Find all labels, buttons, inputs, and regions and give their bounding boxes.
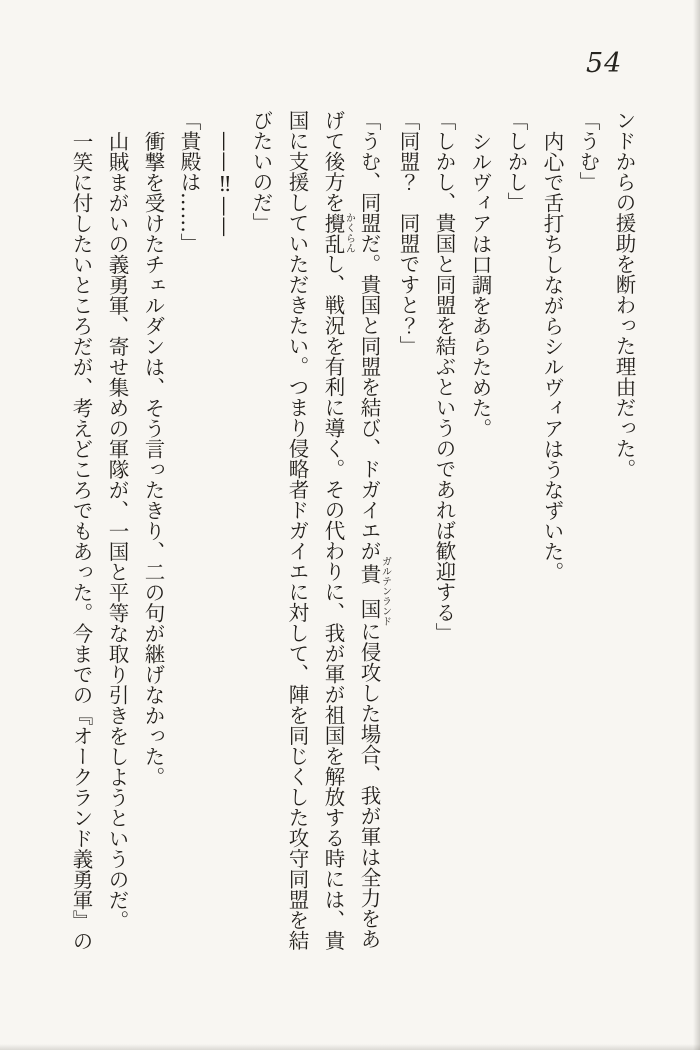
paragraph: 山賊まがいの義勇軍、寄せ集めの軍隊が、一国と平等な取り引きをしようというのだ。 xyxy=(105,130,129,930)
furigana-annotated-text: 貴国ガルテンランド xyxy=(357,556,391,626)
paragraph: 「同盟？ 同盟ですと？」 xyxy=(396,110,420,356)
paragraph: 「うむ、同盟だ。貴国と同盟を結び、ドガイエが貴国ガルテンランドに侵攻した場合、我が軍は全力をあげて後方を攪乱かくらんし、戦況を有利に導く。その代わりに、我が軍が祖国を解放する時には、貴国に支援していただきたい。つまり侵略者ドガイエに対して、陣を同じくした攻守同盟を結びたいのだ」 xyxy=(249,110,391,951)
page-number: 54 xyxy=(586,48,623,79)
paragraph: 内心で舌打ちしながらシルヴィアはうなずいた。 xyxy=(540,130,564,582)
paragraph: シルヴィアは口調をあらためた。 xyxy=(468,130,492,438)
paragraph: 「うむ」 xyxy=(576,110,600,192)
scan-edge-shadow-right xyxy=(693,0,700,1050)
paragraph: ——‼—— xyxy=(213,130,237,237)
paragraph: ンドからの援助を断わった理由だった。 xyxy=(612,110,636,479)
paragraph: 「しかし、貴国と同盟を結ぶというのであれば歓迎する」 xyxy=(432,110,456,643)
paragraph: 「貴殿は……」 xyxy=(177,110,201,254)
furigana-annotated-text: 攪乱かくらん xyxy=(321,212,355,254)
scan-edge-shadow-bottom xyxy=(0,1044,700,1050)
vertical-text-body xyxy=(63,110,642,955)
paragraph: 衝撃を受けたチェルダンは、そう言ったきり、二の句が継げなかった。 xyxy=(141,130,165,787)
paragraph: 一笑に付したいところだが、考えどころでもあった。今までの『オークランド義勇軍』の xyxy=(69,130,93,951)
paragraph: 「しかし」 xyxy=(504,110,528,213)
